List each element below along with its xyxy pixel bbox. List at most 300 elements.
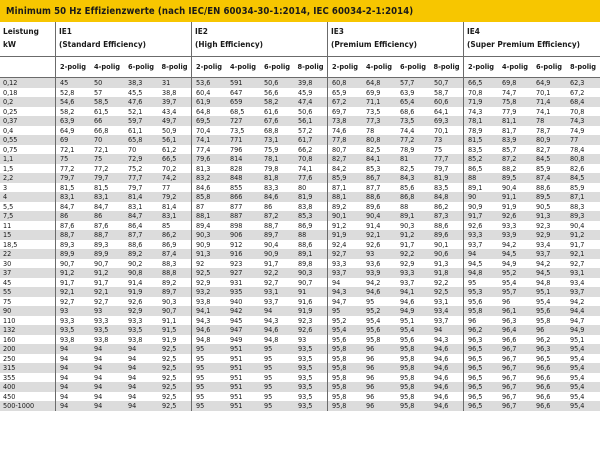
efficiency-cell: 61,6 bbox=[264, 106, 279, 116]
efficiency-cell: 60,6 bbox=[430, 97, 464, 107]
efficiency-cell: 95,8 bbox=[332, 353, 347, 363]
efficiency-cell: 94,3 bbox=[332, 287, 347, 296]
efficiency-cell: 94 bbox=[128, 382, 137, 391]
efficiency-cell: 74,1 bbox=[196, 135, 211, 144]
efficiency-cell: 87 bbox=[196, 201, 205, 211]
efficiency-cell: 47,6 bbox=[128, 97, 143, 106]
table-row bbox=[0, 116, 600, 126]
efficiency-cell: 94 bbox=[128, 401, 137, 410]
efficiency-cell: 93,3 bbox=[332, 258, 347, 268]
efficiency-cell: 78,7 bbox=[536, 125, 551, 135]
efficiency-cell: 65,4 bbox=[400, 97, 415, 106]
efficiency-cell: 81,1 bbox=[502, 116, 517, 125]
efficiency-cell: 92,5 bbox=[158, 373, 192, 383]
efficiency-cell: 91 bbox=[294, 287, 328, 297]
efficiency-cell: 77,7 bbox=[128, 173, 143, 182]
efficiency-cell: 90,9 bbox=[264, 249, 279, 258]
efficiency-cell: 95 bbox=[264, 391, 273, 401]
table-row bbox=[0, 107, 600, 117]
efficiency-cell: 91,7 bbox=[60, 277, 75, 287]
efficiency-cell: 45,5 bbox=[128, 87, 143, 97]
efficiency-cell: 89,7 bbox=[264, 230, 279, 239]
efficiency-cell: 95 bbox=[366, 296, 375, 306]
efficiency-cell: 95,4 bbox=[570, 344, 585, 353]
efficiency-cell: 78,9 bbox=[400, 144, 415, 154]
efficiency-cell: 91,9 bbox=[158, 335, 192, 345]
efficiency-cell: 91,9 bbox=[502, 201, 517, 211]
efficiency-cell: 906 bbox=[230, 230, 243, 239]
power-cell: 1,1 bbox=[0, 154, 56, 164]
efficiency-cell: 69,8 bbox=[502, 78, 517, 87]
efficiency-cell: 86,7 bbox=[366, 173, 381, 182]
efficiency-cell: 90,1 bbox=[430, 240, 464, 250]
efficiency-cell: 38,3 bbox=[128, 78, 143, 87]
efficiency-cell: 95 bbox=[332, 306, 341, 315]
efficiency-cell: 848 bbox=[230, 173, 243, 182]
pole-header-cell: 8-polig bbox=[569, 62, 597, 71]
power-cell: 22 bbox=[0, 249, 56, 259]
efficiency-cell: 94 bbox=[94, 391, 103, 401]
efficiency-cell: 68,6 bbox=[400, 106, 415, 116]
efficiency-cell: 927 bbox=[230, 268, 243, 277]
pole-header-cell: 4-polig bbox=[229, 62, 257, 71]
efficiency-cell: 93,5 bbox=[294, 363, 328, 373]
efficiency-cell: 83,3 bbox=[264, 182, 279, 192]
power-cell: 110 bbox=[0, 316, 56, 326]
efficiency-cell: 91,2 bbox=[94, 268, 109, 277]
efficiency-cell: 95,6 bbox=[332, 334, 347, 344]
efficiency-cell: 79,7 bbox=[94, 173, 109, 182]
power-cell: 75 bbox=[0, 297, 56, 307]
efficiency-cell: 92,1 bbox=[570, 249, 585, 258]
efficiency-cell: 88,8 bbox=[158, 268, 192, 278]
efficiency-cell: 92,4 bbox=[332, 239, 347, 249]
efficiency-cell: 95 bbox=[196, 344, 205, 353]
table-row bbox=[0, 354, 600, 364]
group-code: IE2 bbox=[195, 26, 208, 36]
efficiency-cell: 60,4 bbox=[196, 87, 211, 97]
table-row bbox=[0, 126, 600, 136]
efficiency-cell: 70,1 bbox=[430, 126, 464, 136]
efficiency-cell: 951 bbox=[230, 382, 243, 391]
efficiency-cell: 94,6 bbox=[400, 296, 415, 306]
efficiency-cell: 88,3 bbox=[158, 259, 192, 269]
efficiency-cell: 90,3 bbox=[400, 220, 415, 230]
efficiency-cell: 93,1 bbox=[430, 297, 464, 307]
efficiency-cell: 86,5 bbox=[468, 163, 483, 173]
efficiency-cell: 52,8 bbox=[60, 87, 75, 97]
efficiency-cell: 69 bbox=[60, 135, 69, 144]
efficiency-cell: 93,5 bbox=[294, 354, 328, 364]
efficiency-cell: 87,1 bbox=[332, 182, 347, 192]
table-row bbox=[0, 401, 600, 411]
efficiency-cell: 95,8 bbox=[332, 391, 347, 401]
efficiency-cell: 94 bbox=[128, 353, 137, 363]
pole-header-cell: 4-polig bbox=[93, 62, 121, 71]
efficiency-cell: 93,7 bbox=[332, 268, 347, 277]
efficiency-cell: 90,4 bbox=[366, 211, 381, 220]
efficiency-table-body bbox=[0, 78, 600, 411]
efficiency-cell: 90,8 bbox=[128, 268, 143, 277]
efficiency-cell: 61,5 bbox=[94, 106, 109, 116]
efficiency-cell: 95,8 bbox=[400, 372, 415, 382]
efficiency-cell: 659 bbox=[230, 97, 243, 106]
efficiency-cell: 95,4 bbox=[502, 277, 517, 287]
efficiency-cell: 70 bbox=[128, 144, 137, 154]
efficiency-cell: 93,9 bbox=[502, 230, 517, 239]
efficiency-cell: 92,6 bbox=[128, 296, 143, 306]
efficiency-cell: 65,9 bbox=[332, 87, 347, 97]
efficiency-cell: 96,7 bbox=[502, 401, 517, 410]
efficiency-cell: 95,2 bbox=[332, 315, 347, 325]
efficiency-cell: 949 bbox=[230, 334, 243, 344]
efficiency-cell: 74,2 bbox=[158, 173, 192, 183]
efficiency-cell: 66 bbox=[94, 116, 103, 125]
efficiency-cell: 61,9 bbox=[196, 97, 211, 106]
table-row bbox=[0, 78, 600, 88]
efficiency-cell: 93,8 bbox=[94, 334, 109, 344]
efficiency-cell: 951 bbox=[230, 344, 243, 353]
efficiency-cell: 91,7 bbox=[264, 258, 279, 268]
efficiency-cell: 796 bbox=[230, 144, 243, 154]
efficiency-cell: 95,8 bbox=[400, 344, 415, 353]
efficiency-cell: 90 bbox=[468, 192, 477, 201]
efficiency-cell: 93,3 bbox=[502, 220, 517, 230]
power-cell: 450 bbox=[0, 392, 56, 402]
efficiency-cell: 94 bbox=[60, 382, 69, 391]
efficiency-cell: 95 bbox=[196, 353, 205, 363]
efficiency-cell: 95,4 bbox=[570, 401, 585, 410]
efficiency-cell: 83,5 bbox=[430, 183, 464, 193]
efficiency-cell: 94,2 bbox=[502, 239, 517, 249]
efficiency-cell: 81,3 bbox=[196, 163, 211, 173]
power-cell: 200 bbox=[0, 344, 56, 354]
efficiency-cell: 94,3 bbox=[196, 315, 211, 325]
efficiency-cell: 94,5 bbox=[468, 258, 483, 268]
table-row bbox=[0, 325, 600, 335]
efficiency-cell: 57,2 bbox=[294, 126, 328, 136]
efficiency-cell: 94 bbox=[332, 277, 341, 287]
efficiency-cell: 90,9 bbox=[196, 239, 211, 249]
efficiency-cell: 93,5 bbox=[294, 382, 328, 392]
efficiency-cell: 89,9 bbox=[60, 249, 75, 258]
efficiency-cell: 83,9 bbox=[502, 135, 517, 144]
title-text: Minimum 50 Hz Effizienzwerte (nach IEC/EN 60034-30-1:2014, IEC 60034-2-1:2014) bbox=[6, 5, 414, 17]
efficiency-cell: 92,5 bbox=[196, 268, 211, 277]
power-cell: 2,2 bbox=[0, 173, 56, 183]
power-cell: 250 bbox=[0, 354, 56, 364]
table-row bbox=[0, 135, 600, 145]
efficiency-cell: 78,1 bbox=[468, 116, 483, 125]
efficiency-cell: 91,7 bbox=[468, 211, 483, 220]
power-cell: 0,55 bbox=[0, 135, 56, 145]
efficiency-cell: 814 bbox=[230, 154, 243, 163]
efficiency-cell: 77,7 bbox=[430, 154, 464, 164]
efficiency-cell: 96,6 bbox=[536, 382, 551, 391]
efficiency-cell: 90,7 bbox=[294, 278, 328, 288]
efficiency-cell: 75,2 bbox=[128, 163, 143, 173]
efficiency-cell: 93 bbox=[294, 335, 328, 345]
efficiency-cell: 82,6 bbox=[570, 163, 585, 173]
efficiency-cell: 91,8 bbox=[430, 268, 464, 278]
efficiency-cell: 94,6 bbox=[430, 344, 464, 354]
efficiency-cell: 92,5 bbox=[158, 392, 192, 402]
efficiency-cell: 855 bbox=[230, 182, 243, 192]
efficiency-cell: 95,4 bbox=[332, 325, 347, 334]
efficiency-cell: 65,8 bbox=[128, 135, 143, 144]
efficiency-cell: 90,4 bbox=[570, 220, 585, 230]
efficiency-cell: 951 bbox=[230, 391, 243, 401]
efficiency-cell: 951 bbox=[230, 372, 243, 382]
efficiency-cell: 70,4 bbox=[196, 125, 211, 135]
efficiency-cell: 93,7 bbox=[264, 296, 279, 306]
efficiency-cell: 94,2 bbox=[366, 277, 381, 287]
efficiency-cell: 92,7 bbox=[94, 296, 109, 306]
efficiency-cell: 92,6 bbox=[294, 325, 328, 335]
efficiency-cell: 69,5 bbox=[196, 116, 211, 125]
efficiency-cell: 91,7 bbox=[94, 277, 109, 287]
table-row bbox=[0, 335, 600, 345]
efficiency-cell: 94 bbox=[94, 344, 103, 353]
efficiency-cell: 68,5 bbox=[230, 106, 245, 116]
efficiency-cell: 90,2 bbox=[128, 258, 143, 268]
efficiency-cell: 942 bbox=[230, 306, 243, 315]
efficiency-cell: 89,2 bbox=[332, 201, 347, 211]
efficiency-cell: 95 bbox=[196, 401, 205, 410]
power-cell: 55 bbox=[0, 287, 56, 297]
efficiency-cell: 53,6 bbox=[196, 78, 211, 87]
pole-header-cell: 6-polig bbox=[263, 62, 291, 71]
efficiency-cell: 75 bbox=[60, 154, 69, 163]
efficiency-cell: 94 bbox=[94, 401, 103, 410]
table-row bbox=[0, 221, 600, 231]
efficiency-cell: 68,8 bbox=[264, 125, 279, 135]
pole-header-cell: 8-polig bbox=[294, 57, 328, 77]
efficiency-cell: 75 bbox=[94, 154, 103, 163]
power-cell: 132 bbox=[0, 325, 56, 335]
power-cell: 11 bbox=[0, 221, 56, 231]
efficiency-cell: 95,6 bbox=[536, 306, 551, 315]
table-row bbox=[0, 316, 600, 326]
pole-header-row bbox=[0, 57, 600, 78]
efficiency-cell: 94,1 bbox=[196, 306, 211, 315]
power-cell: 0,25 bbox=[0, 107, 56, 117]
efficiency-cell: 95,2 bbox=[366, 306, 381, 315]
efficiency-cell: 94 bbox=[60, 401, 69, 410]
efficiency-cell: 88,1 bbox=[332, 192, 347, 201]
table-row bbox=[0, 373, 600, 383]
efficiency-cell: 96,6 bbox=[536, 372, 551, 382]
efficiency-cell: 94,6 bbox=[430, 382, 464, 392]
efficiency-cell: 87,2 bbox=[264, 211, 279, 220]
efficiency-cell: 96,3 bbox=[536, 344, 551, 353]
efficiency-cell: 916 bbox=[230, 249, 243, 258]
group-header-ie4 bbox=[464, 22, 600, 56]
efficiency-cell: 61,1 bbox=[128, 125, 143, 135]
efficiency-cell: 73,1 bbox=[264, 135, 279, 144]
efficiency-cell: 94,7 bbox=[332, 296, 347, 306]
efficiency-cell: 96,5 bbox=[468, 401, 483, 410]
efficiency-cell: 77,3 bbox=[366, 116, 381, 125]
efficiency-cell: 95,4 bbox=[536, 296, 551, 306]
efficiency-cell: 72,1 bbox=[60, 144, 75, 154]
table-row bbox=[0, 306, 600, 316]
efficiency-cell: 95,4 bbox=[366, 315, 381, 325]
efficiency-cell: 75,8 bbox=[502, 97, 517, 106]
efficiency-cell: 73,8 bbox=[332, 116, 347, 125]
efficiency-cell: 96 bbox=[366, 401, 375, 410]
efficiency-cell: 84,1 bbox=[366, 154, 381, 163]
efficiency-cell: 92,5 bbox=[158, 363, 192, 373]
efficiency-cell: 77,2 bbox=[94, 163, 109, 173]
efficiency-cell: 85 bbox=[158, 221, 192, 231]
efficiency-cell: 83,8 bbox=[294, 202, 328, 212]
efficiency-cell: 87,1 bbox=[570, 192, 585, 201]
efficiency-cell: 88,7 bbox=[94, 230, 109, 239]
efficiency-cell: 93,4 bbox=[570, 277, 585, 287]
efficiency-cell: 82,5 bbox=[366, 144, 381, 154]
efficiency-cell: 84,5 bbox=[536, 154, 551, 163]
efficiency-cell: 38,8 bbox=[158, 88, 192, 98]
efficiency-cell: 96,6 bbox=[536, 391, 551, 401]
efficiency-cell: 95,4 bbox=[570, 382, 585, 391]
efficiency-cell: 95,8 bbox=[400, 363, 415, 372]
power-unit: kW bbox=[3, 39, 17, 49]
efficiency-cell: 81,4 bbox=[158, 202, 192, 212]
pole-header-cell: 6-polig bbox=[127, 62, 155, 71]
efficiency-cell: 96,7 bbox=[502, 372, 517, 382]
efficiency-cell: 50,7 bbox=[430, 78, 464, 88]
efficiency-cell: 96,4 bbox=[502, 325, 517, 334]
efficiency-cell: 91,7 bbox=[400, 239, 415, 249]
efficiency-cell: 94 bbox=[468, 249, 477, 258]
efficiency-cell: 95,8 bbox=[400, 353, 415, 363]
efficiency-cell: 91,9 bbox=[332, 230, 347, 239]
efficiency-cell: 89,3 bbox=[94, 239, 109, 249]
efficiency-cell: 96,3 bbox=[502, 315, 517, 325]
efficiency-cell: 88,2 bbox=[502, 163, 517, 173]
efficiency-cell: 77 bbox=[570, 135, 579, 144]
efficiency-cell: 89,6 bbox=[430, 230, 464, 240]
efficiency-cell: 77,2 bbox=[400, 135, 415, 144]
efficiency-cell: 90,6 bbox=[430, 249, 464, 259]
efficiency-cell: 93 bbox=[94, 306, 103, 315]
efficiency-cell: 70,8 bbox=[468, 87, 483, 97]
efficiency-cell: 931 bbox=[230, 277, 243, 287]
efficiency-cell: 81 bbox=[400, 154, 409, 163]
efficiency-cell: 91,2 bbox=[570, 230, 585, 239]
efficiency-cell: 92,9 bbox=[400, 258, 415, 268]
pole-header-cell: 2-polig bbox=[331, 62, 359, 71]
efficiency-cell: 92,6 bbox=[366, 239, 381, 249]
efficiency-cell: 69,3 bbox=[430, 116, 464, 126]
efficiency-cell: 96,6 bbox=[536, 363, 551, 372]
efficiency-cell: 92,7 bbox=[60, 296, 75, 306]
efficiency-cell: 94 bbox=[94, 353, 103, 363]
efficiency-cell: 80,9 bbox=[536, 135, 551, 144]
table-row bbox=[0, 230, 600, 240]
efficiency-cell: 94 bbox=[264, 306, 273, 315]
efficiency-cell: 95,8 bbox=[366, 334, 381, 344]
efficiency-cell: 93,8 bbox=[60, 334, 75, 344]
efficiency-cell: 93,7 bbox=[468, 239, 483, 249]
efficiency-cell: 93,5 bbox=[294, 344, 328, 354]
power-cell: 160 bbox=[0, 335, 56, 345]
efficiency-cell: 77 bbox=[158, 183, 192, 193]
efficiency-cell: 591 bbox=[230, 78, 243, 87]
efficiency-cell: 85,3 bbox=[294, 211, 328, 221]
table-row bbox=[0, 240, 600, 250]
efficiency-cell: 94 bbox=[94, 372, 103, 382]
efficiency-cell: 79,2 bbox=[158, 192, 192, 202]
efficiency-cell: 91,1 bbox=[502, 192, 517, 201]
efficiency-cell: 877 bbox=[230, 201, 243, 211]
efficiency-cell: 87,6 bbox=[94, 220, 109, 230]
efficiency-cell: 95,4 bbox=[570, 363, 585, 372]
efficiency-cell: 58,7 bbox=[430, 88, 464, 98]
efficiency-cell: 56,6 bbox=[264, 87, 279, 97]
efficiency-cell: 80,8 bbox=[366, 135, 381, 144]
efficiency-cell: 45 bbox=[60, 78, 69, 87]
efficiency-cell: 95,8 bbox=[400, 391, 415, 401]
efficiency-cell: 85,9 bbox=[570, 182, 585, 192]
efficiency-cell: 87,7 bbox=[366, 182, 381, 192]
efficiency-cell: 82,5 bbox=[400, 163, 415, 173]
efficiency-cell: 96,2 bbox=[536, 334, 551, 344]
efficiency-cell: 61,2 bbox=[158, 145, 192, 155]
efficiency-cell: 74,1 bbox=[294, 164, 328, 174]
efficiency-cell: 87,4 bbox=[536, 173, 551, 182]
efficiency-cell: 85,8 bbox=[196, 192, 211, 201]
power-cell: 0,37 bbox=[0, 116, 56, 126]
pole-header-cell: 2-polig bbox=[467, 62, 495, 71]
efficiency-cell: 72,1 bbox=[94, 144, 109, 154]
efficiency-cell: 86 bbox=[60, 211, 69, 220]
efficiency-cell: 91,3 bbox=[430, 259, 464, 269]
efficiency-cell: 90,5 bbox=[536, 201, 551, 211]
efficiency-cell: 96 bbox=[366, 353, 375, 363]
power-cell: 37 bbox=[0, 268, 56, 278]
efficiency-cell: 94,5 bbox=[502, 249, 517, 258]
efficiency-cell: 94,8 bbox=[536, 277, 551, 287]
efficiency-cell: 85,2 bbox=[468, 154, 483, 163]
efficiency-cell: 92,5 bbox=[158, 354, 192, 364]
efficiency-cell: 95,4 bbox=[570, 391, 585, 401]
efficiency-cell: 94 bbox=[94, 363, 103, 372]
efficiency-cell: 64,8 bbox=[196, 106, 211, 116]
efficiency-cell: 67,6 bbox=[264, 116, 279, 125]
efficiency-cell: 93,5 bbox=[294, 401, 328, 411]
efficiency-cell: 64,9 bbox=[60, 125, 75, 135]
efficiency-cell: 94,6 bbox=[366, 287, 381, 296]
efficiency-cell: 39,7 bbox=[158, 97, 192, 107]
table-row bbox=[0, 382, 600, 392]
efficiency-cell: 96,7 bbox=[502, 353, 517, 363]
efficiency-cell: 80,8 bbox=[570, 154, 585, 163]
table-header bbox=[0, 22, 600, 57]
efficiency-cell: 89,8 bbox=[294, 259, 328, 269]
efficiency-cell: 94 bbox=[60, 363, 69, 372]
efficiency-cell: 94 bbox=[430, 325, 464, 335]
efficiency-cell: 95,8 bbox=[332, 363, 347, 372]
efficiency-cell: 88,3 bbox=[570, 201, 585, 211]
efficiency-cell: 95 bbox=[264, 401, 273, 410]
efficiency-cell: 85,9 bbox=[332, 173, 347, 182]
efficiency-cell: 94,7 bbox=[570, 315, 585, 325]
efficiency-cell: 74,7 bbox=[502, 87, 517, 97]
efficiency-cell: 89,7 bbox=[158, 287, 192, 297]
efficiency-cell: 93,3 bbox=[128, 315, 143, 325]
